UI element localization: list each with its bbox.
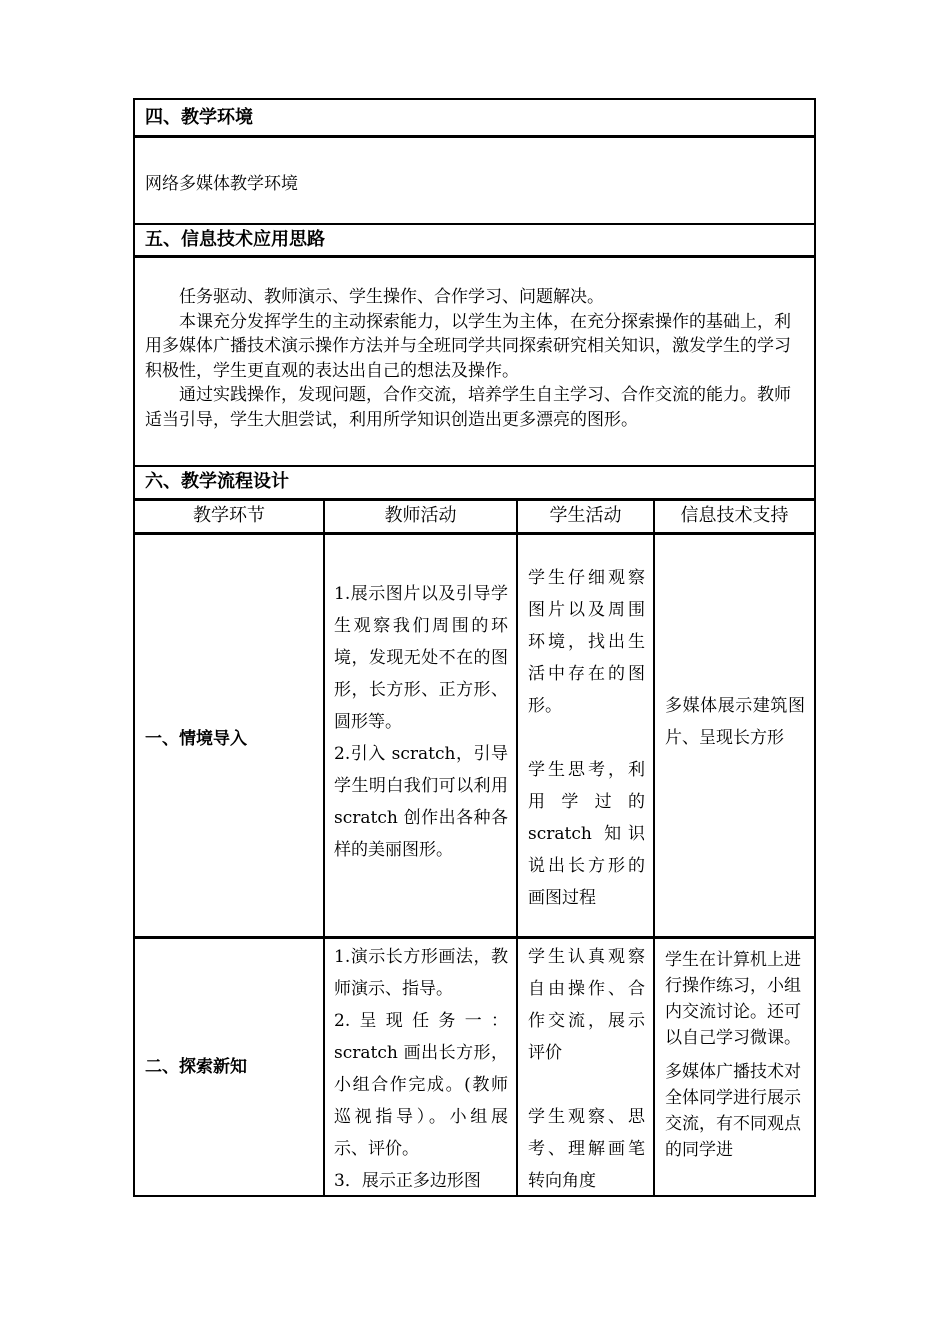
student-activity	[528, 562, 645, 914]
student-activity-item: 学生思考，利用学过的 scratch 知识说出长方形的画图过程	[528, 760, 645, 908]
column-header: 教师活动	[384, 505, 457, 526]
paragraph: 通过实践操作，发现问题，合作交流，培养学生自主学习、合作交流的能力。教师适当引导，学生大胆尝试，利用所学知识创造出更多漂亮的图形。	[145, 385, 791, 430]
student-activity-item: 学生仔细观察图片以及周围环境，找出生活中存在的图形。	[528, 568, 645, 716]
student-activity-item: 学生观察、思考、理解画笔转向角度	[528, 1107, 645, 1191]
teacher-activity-item: 2.引入 scratch，引导学生明白我们可以利用 scratch 创作出各种各样的美丽图形。	[334, 744, 508, 860]
teacher-activity	[334, 578, 508, 866]
divider	[133, 498, 816, 501]
column-header: 学生活动	[549, 505, 622, 526]
paragraph: 任务驱动、教师演示、学生操作、合作学习、问题解决。	[179, 287, 604, 307]
teacher-activity-item: 1.展示图片以及引导学生观察我们周围的环境，发现无处不在的图形，长方形、正方形、圆形等。	[334, 584, 508, 732]
paragraph: 本课充分发挥学生的主动探索能力，以学生为主体，在充分探索操作的基础上，利用多媒体广播技术演示操作方法并与全班同学共同探索研究相关知识，激发学生的学习积极性，学生更直观的表达出自己的想法及操作。	[145, 311, 791, 381]
stage-label: 二、探索新知	[145, 1057, 247, 1077]
it-support-item: 多媒体广播技术对全体同学进行展示交流，有不同观点的同学进	[665, 1062, 801, 1160]
divider	[133, 135, 816, 138]
it-support-item: 学生在计算机上进行操作练习，小组内交流讨论。还可以自己学习微课。	[665, 950, 801, 1048]
it-approach-content	[145, 285, 807, 432]
column-divider	[653, 499, 655, 1196]
environment-content: 网络多媒体教学环境	[145, 174, 298, 194]
column-divider	[323, 499, 325, 1196]
teacher-activity	[334, 941, 508, 1197]
section-heading-it-approach: 五、信息技术应用思路	[145, 229, 325, 250]
it-support	[665, 690, 805, 754]
divider	[133, 255, 816, 258]
student-activity	[528, 941, 645, 1197]
column-header: 信息技术支持	[680, 505, 789, 526]
section-heading-environment: 四、教学环境	[145, 107, 253, 128]
section-heading-process: 六、教学流程设计	[145, 471, 289, 492]
it-support-item: 多媒体展示建筑图片、呈现长方形	[665, 696, 805, 748]
table-divider	[133, 936, 816, 939]
teacher-activity-item: 1.演示长方形画法，教师演示、指导。	[334, 947, 508, 999]
column-divider	[516, 499, 518, 1196]
column-header: 教学环节	[193, 505, 265, 526]
it-support	[665, 947, 805, 1163]
teacher-activity-item: 3．展示正多边形图	[334, 1171, 481, 1191]
table-divider	[133, 532, 816, 535]
stage-label: 一、情境导入	[145, 729, 247, 749]
student-activity-item: 学生认真观察自由操作、合作交流，展示评价	[528, 947, 645, 1063]
teacher-activity-item: 2.呈现任务一：scratch 画出长方形，小组合作完成。(教师巡视指导）。小组展示、评价。	[334, 1011, 508, 1159]
